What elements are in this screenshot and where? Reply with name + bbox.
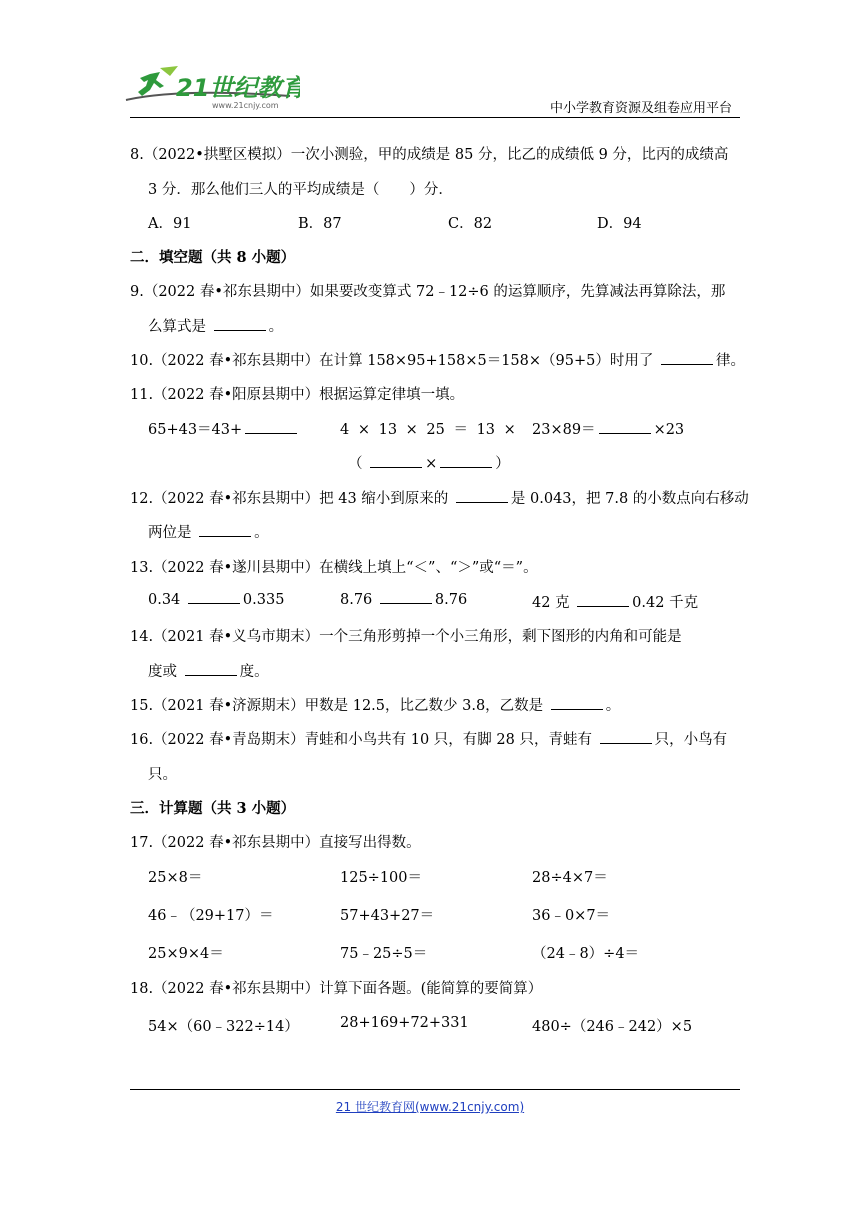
q11-item-2: 4 × 13 × 25 ＝ 13 ×	[340, 422, 516, 438]
section-title-fill: 二．填空题（共 8 小题）	[130, 249, 296, 266]
q15: 15.（2021 春•济源期末）甲数是 12.5，比乙数少 3.8，乙数是 。	[130, 698, 621, 714]
q18-item: 54×（60﹣322÷14）	[148, 1019, 299, 1035]
answer-blank	[370, 455, 422, 468]
q14-line2: 度或 度。	[148, 664, 269, 680]
answer-blank	[456, 490, 508, 503]
q8-option-b: B．87	[298, 216, 342, 232]
answer-blank	[199, 524, 251, 537]
q18-item: 480÷（246﹣242）×5	[532, 1019, 693, 1035]
section-title-calc: 三．计算题（共 3 小题）	[130, 800, 296, 817]
answer-blank	[185, 663, 237, 676]
q16-line2: 只。	[148, 767, 177, 783]
answer-blank	[188, 591, 240, 604]
platform-name: 中小学教育资源及组卷应用平台	[549, 101, 732, 116]
footer-divider	[130, 1089, 740, 1090]
answer-blank	[577, 594, 629, 607]
q8-line2: 3 分．那么他们三人的平均成绩是（ ）分．	[148, 182, 453, 198]
answer-blank	[380, 591, 432, 604]
q11-title: 11.（2022 春•阳原县期中）根据运算定律填一填。	[130, 387, 465, 403]
q17-cell: 36﹣0×7＝	[532, 908, 611, 924]
q8-option-d: D．94	[597, 216, 642, 232]
q9-line2: 么算式是 。	[148, 319, 284, 335]
answer-blank	[440, 455, 492, 468]
q14-line1: 14.（2021 春•义乌市期末）一个三角形剪掉一个小三角形，剩下图形的内角和可能是	[130, 629, 682, 645]
runner-icon	[138, 72, 164, 96]
q12-line2: 两位是 。	[148, 525, 269, 541]
answer-blank	[661, 352, 713, 365]
answer-blank	[599, 421, 651, 434]
answer-blank	[551, 697, 603, 710]
footer-link[interactable]: 21 世纪教育网(www.21cnjy.com)	[335, 1100, 525, 1114]
q8-option-c: C．82	[448, 216, 493, 232]
q17-cell: 25×9×4＝	[148, 946, 224, 962]
q13-item-1: 0.34 0.335	[148, 592, 285, 608]
q11-item-3: 23×89＝ ×23	[532, 422, 685, 438]
q17-cell: （24﹣8）÷4＝	[532, 946, 640, 962]
q10: 10.（2022 春•祁东县期中）在计算 158×95+158×5＝158×（95+5）时用了 律。	[130, 353, 745, 369]
header-divider	[130, 117, 740, 118]
answer-blank	[600, 731, 652, 744]
q16-line1: 16.（2022 春•青岛期末）青蛙和小鸟共有 10 只，有脚 28 只，青蛙有 只，小鸟有	[130, 732, 728, 748]
q18-title: 18.（2022 春•祁东县期中）计算下面各题。(能简算的要简算）	[130, 981, 543, 997]
q17-cell: 25×8＝	[148, 870, 203, 886]
q9-line1: 9.（2022 春•祁东县期中）如果要改变算式 72﹣12÷6 的运算顺序，先算减法再算除法，那	[130, 284, 726, 300]
answer-blank	[245, 421, 297, 434]
site-logo	[120, 66, 300, 114]
q18-item: 28+169+72+331	[340, 1015, 469, 1031]
q17-title: 17.（2022 春•祁东县期中）直接写出得数。	[130, 835, 421, 851]
q17-cell: 46﹣（29+17）＝	[148, 908, 274, 924]
svg-text:21世纪教育: 21世纪教育	[176, 74, 300, 102]
q8-line1: 8.（2022•拱墅区模拟）一次小测验，甲的成绩是 85 分，比乙的成绩低 9 分，比丙的成绩高	[130, 147, 729, 163]
q17-cell: 28÷4×7＝	[532, 870, 608, 886]
q11-item-1: 65+43＝43+	[148, 418, 300, 439]
q13-title: 13.（2022 春•遂川县期中）在横线上填上“＜”、“＞”或“＝”。	[130, 560, 538, 576]
q17-cell: 75﹣25÷5＝	[340, 946, 428, 962]
q17-cell: 57+43+27＝	[340, 908, 435, 924]
q11-item-2-cont: （ × ）	[348, 456, 510, 472]
svg-text:www.21cnjy.com: www.21cnjy.com	[212, 101, 279, 110]
q12-line1: 12.（2022 春•祁东县期中）把 43 缩小到原来的 是 0.043，把 7.8 的小数点向右移动	[130, 491, 749, 507]
q8-option-a: A．91	[148, 216, 192, 232]
q17-cell: 125÷100＝	[340, 870, 423, 886]
q13-item-2: 8.76 8.76	[340, 592, 468, 608]
q13-item-3: 42 克 0.42 千克	[532, 595, 699, 611]
answer-blank	[214, 318, 266, 331]
